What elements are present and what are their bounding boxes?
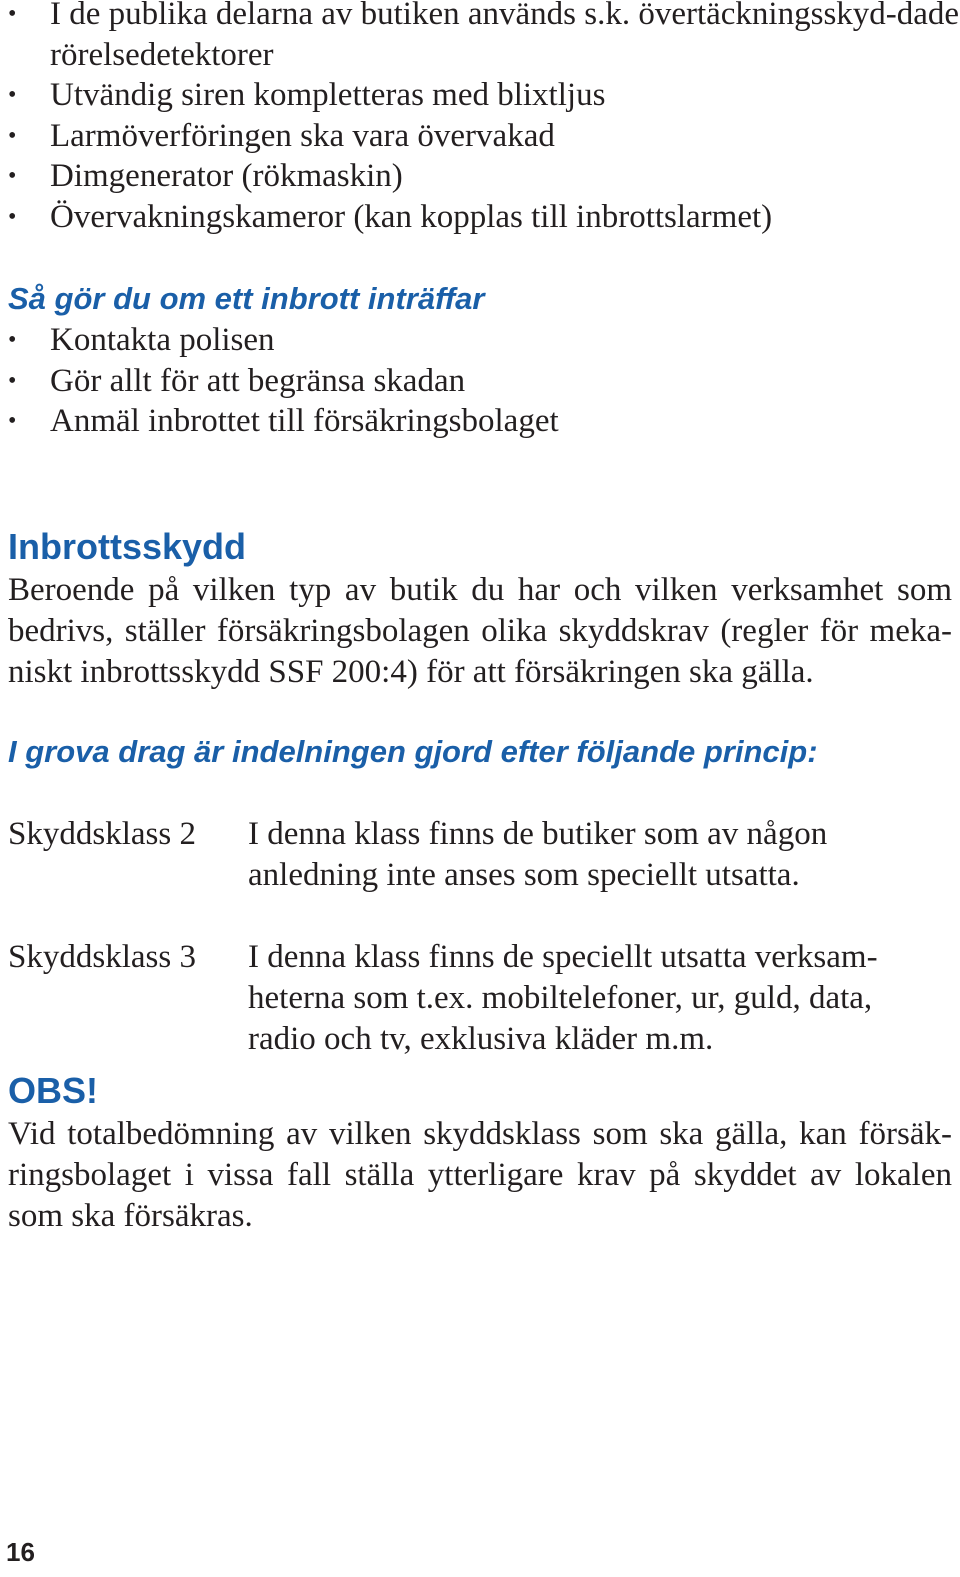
principle-heading: I grova drag är indelningen gjord efter följande princip: <box>8 734 818 769</box>
class-label: Skyddsklass 2 <box>8 816 196 852</box>
protection-heading: Inbrottsskydd <box>8 526 247 567</box>
incident-bullet-list <box>0 320 960 442</box>
list-item: • Gör allt för att begränsa skadan <box>0 361 960 402</box>
list-item: • Larmöverföringen ska vara övervakad <box>0 116 960 157</box>
class-description: I denna klass finns de butiker som av någon anledning inte anses som speciellt utsatta. <box>248 816 828 893</box>
list-item: • I de publika delarna av butiken används s.k. övertäckningsskyd-dade rörelsedetektorer <box>0 0 960 75</box>
class-description: I denna klass finns de speciellt utsatta verksam-heterna som t.ex. mobiltelefoner, ur, guld, data, radio och tv, exklusiva kläder m.m. <box>248 939 878 1057</box>
class-label: Skyddsklass 3 <box>8 939 196 975</box>
list-item: • Dimgenerator (rökmaskin) <box>0 156 960 197</box>
obs-heading: OBS! <box>8 1070 98 1111</box>
page-number: 16 <box>6 1537 35 1567</box>
protection-paragraph: Beroende på vilken typ av butik du har och vilken verksamhet som bedrivs, ställer försäkringsbolagen olika skyddskrav (regler för meka-niskt inbrottsskydd SSF 200:4) för att försäkringen ska gälla. <box>8 572 952 690</box>
incident-heading: Så gör du om ett inbrott inträffar <box>8 281 485 316</box>
top-bullet-list <box>0 0 960 237</box>
list-item: • Kontakta polisen <box>0 320 960 361</box>
list-item: • Övervakningskameror (kan kopplas till inbrottslarmet) <box>0 197 960 238</box>
obs-paragraph: Vid totalbedömning av vilken skyddsklass som ska gälla, kan försäk-ringsbolaget i vissa fall ställa ytterligare krav på skyddet av lokalen som ska försäkras. <box>8 1116 952 1234</box>
list-item: • Anmäl inbrottet till försäkringsbolaget <box>0 401 960 442</box>
list-item: • Utvändig siren kompletteras med blixtljus <box>0 75 960 116</box>
